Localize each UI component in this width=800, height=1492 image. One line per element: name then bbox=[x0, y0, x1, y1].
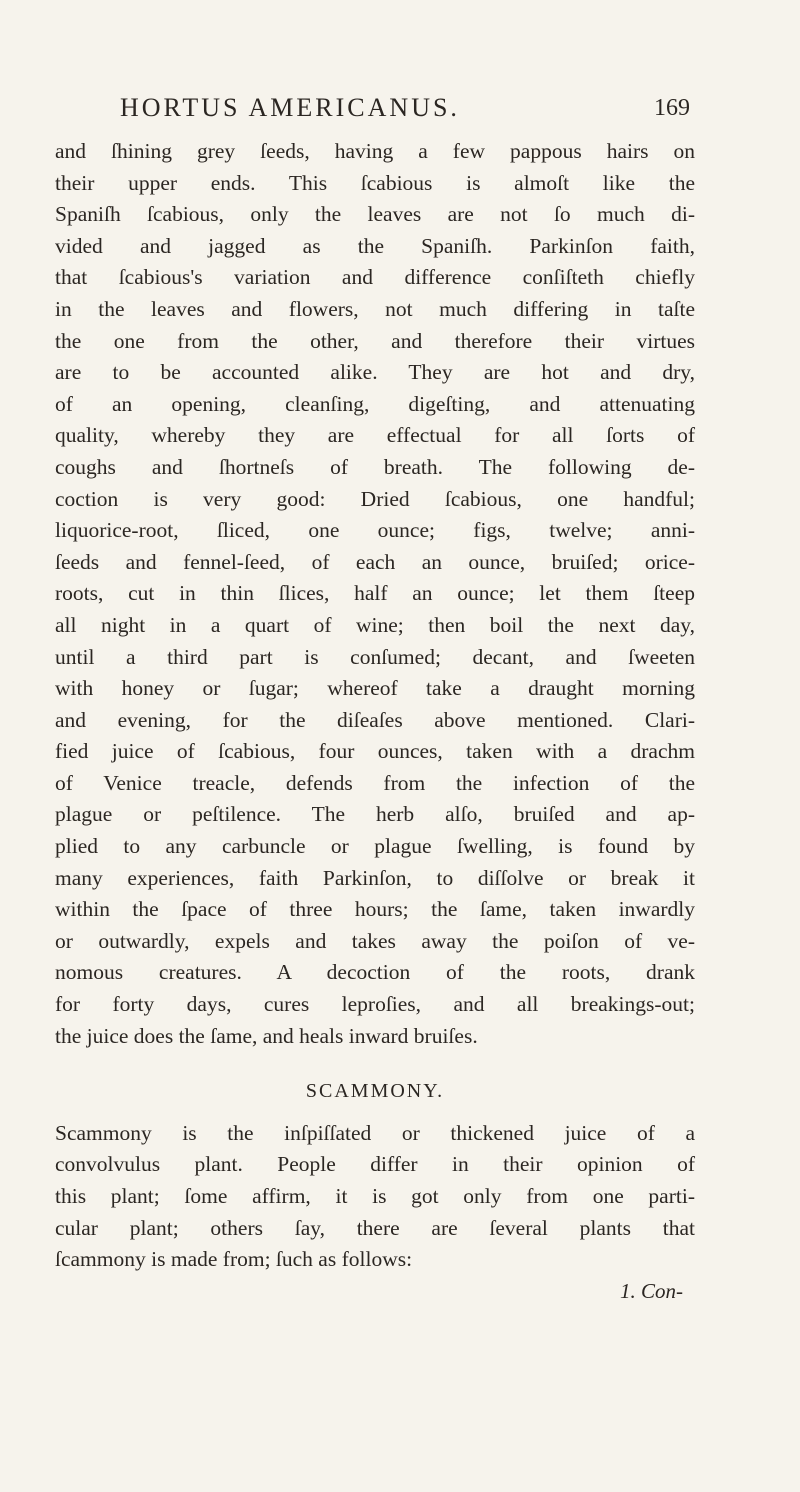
text-line: in the leaves and flowers, not much differing in taſte bbox=[55, 296, 695, 321]
text-line: vided and jagged as the Spaniſh. Parkinſon faith, bbox=[55, 233, 695, 258]
text-line: and ſhining grey ſeeds, having a few pappous hairs on bbox=[55, 139, 695, 163]
text-line: coughs and ſhortneſs of breath. The following de- bbox=[55, 454, 695, 479]
text-line: the juice does the ſame, and heals inward bruiſes. bbox=[55, 1023, 478, 1048]
text-line: that ſcabious's variation and difference conſiſteth chiefly bbox=[55, 265, 695, 290]
page-header bbox=[120, 93, 690, 133]
text-line: plague or peſtilence. The herb alſo, bruiſed and ap- bbox=[55, 802, 695, 827]
catchword: 1. Con- bbox=[620, 1278, 683, 1303]
text-line: roots, cut in thin ſlices, half an ounce; let them ſteep bbox=[55, 581, 695, 606]
text-line: cular plant; others ſay, there are ſeveral plants that bbox=[55, 1215, 695, 1240]
body-text bbox=[55, 136, 695, 1307]
text-line: with honey or ſugar; whereof take a draught morning bbox=[55, 676, 695, 701]
text-line: ſeeds and fennel-ſeed, of each an ounce, bruiſed; orice- bbox=[55, 549, 695, 574]
text-line: for forty days, cures leproſies, and all breakings-out; bbox=[55, 992, 695, 1017]
paragraph-scammony bbox=[55, 1118, 695, 1276]
page-number: 169 bbox=[654, 95, 690, 121]
text-line: Scammony is the inſpiſſated or thickened juice of a bbox=[55, 1120, 695, 1145]
text-line: within the ſpace of three hours; the ſame, taken inwardly bbox=[55, 897, 695, 922]
paragraph-scabious bbox=[55, 136, 695, 1052]
text-line: convolvulus plant. People differ in their opinion of bbox=[55, 1152, 695, 1177]
text-line: Spaniſh ſcabious, only the leaves are not ſo much di- bbox=[55, 202, 695, 227]
text-line: their upper ends. This ſcabious is almoſt like the bbox=[55, 170, 695, 195]
text-line: this plant; ſome affirm, it is got only from one parti- bbox=[55, 1184, 695, 1208]
text-line: are to be accounted alike. They are hot and dry, bbox=[55, 360, 695, 385]
text-line: fied juice of ſcabious, four ounces, taken with a drachm bbox=[55, 739, 695, 764]
text-line: quality, whereby they are effectual for all ſorts of bbox=[55, 423, 695, 448]
running-title: HORTUS AMERICANUS. bbox=[120, 93, 460, 122]
text-line: liquorice-root, ſliced, one ounce; figs, twelve; anni- bbox=[55, 518, 695, 543]
text-line: all night in a quart of wine; then boil the next day, bbox=[55, 612, 695, 637]
text-line: the one from the other, and therefore their virtues bbox=[55, 328, 695, 353]
text-line: nomous creatures. A decoction of the roots, drank bbox=[55, 960, 695, 985]
text-line: ſcammony is made from; ſuch as follows: bbox=[55, 1247, 413, 1272]
text-line: and evening, for the diſeaſes above mentioned. Clari- bbox=[55, 707, 695, 732]
text-line: or outwardly, expels and takes away the poiſon of ve- bbox=[55, 928, 695, 953]
text-line: until a third part is conſumed; decant, and ſweeten bbox=[55, 644, 695, 669]
section-heading-scammony: SCAMMONY. bbox=[305, 1080, 445, 1103]
text-line: many experiences, faith Parkinſon, to diſſolve or break it bbox=[55, 865, 695, 890]
text-line: plied to any carbuncle or plague ſwelling, is found by bbox=[55, 834, 695, 859]
text-line: of an opening, cleanſing, digeſting, and attenuating bbox=[55, 391, 695, 416]
text-line: of Venice treacle, defends from the infection of the bbox=[55, 770, 695, 795]
text-line: coction is very good: Dried ſcabious, one handful; bbox=[55, 486, 695, 511]
